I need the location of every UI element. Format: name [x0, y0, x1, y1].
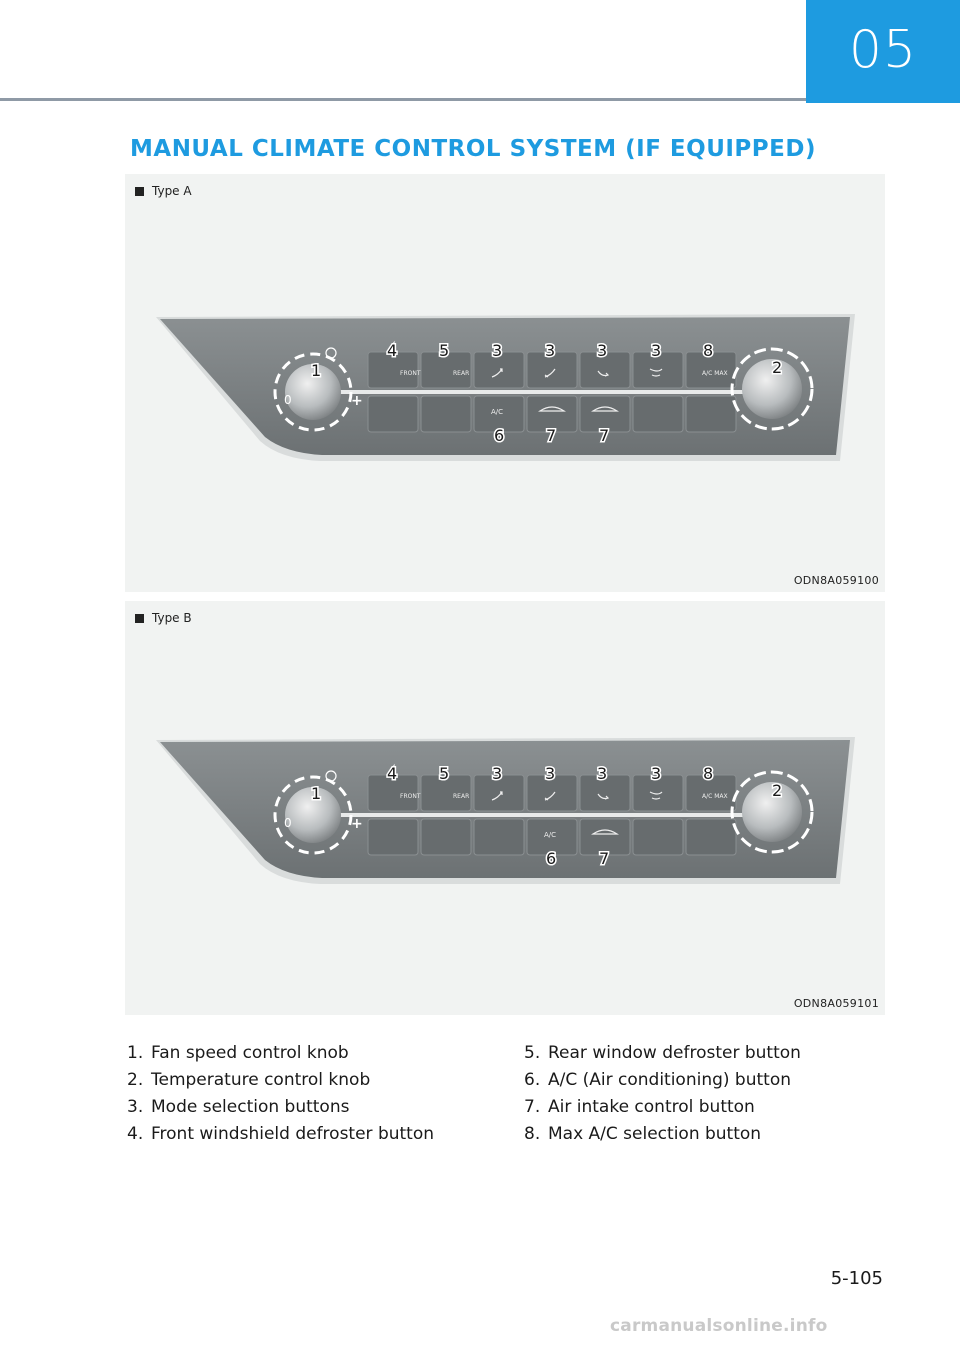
type-label-text: Type A: [152, 184, 192, 198]
legend-text: Fan speed control knob: [151, 1043, 349, 1063]
chrome-bar: [340, 813, 745, 817]
bottom-button-blank-4[interactable]: [686, 396, 736, 432]
legend-column-left: [127, 1040, 434, 1148]
legend-text: Temperature control knob: [151, 1070, 371, 1090]
legend-num: 5.: [524, 1043, 541, 1063]
chrome-bar: [340, 390, 745, 394]
callout-2: 2: [772, 358, 783, 377]
callout-1: 1: [311, 784, 322, 803]
bottom-button-blank-2[interactable]: [421, 819, 471, 855]
callout-3d: 3: [651, 764, 662, 783]
max-ac-label: A/C MAX: [702, 370, 728, 377]
callout-7: 7: [599, 849, 610, 868]
bullet-square-icon: [135, 187, 144, 196]
climate-panel-svg: [150, 309, 860, 469]
fan-scale-max: +: [351, 816, 363, 832]
type-label-text: Type B: [152, 611, 192, 625]
bottom-button-blank-4[interactable]: [633, 819, 683, 855]
legend-text: Air intake control button: [548, 1097, 755, 1117]
callout-5: 5: [439, 341, 450, 360]
figure-type-b: [125, 601, 885, 1015]
rear-label: REAR: [453, 793, 470, 800]
legend-text: Front windshield defroster button: [151, 1124, 435, 1144]
callout-8: 8: [703, 764, 714, 783]
legend-num: 4.: [127, 1124, 144, 1144]
legend-column-right: [524, 1040, 801, 1148]
callout-3c: 3: [597, 341, 608, 360]
legend-item: [524, 1040, 801, 1067]
bottom-button-blank-3[interactable]: [474, 819, 524, 855]
callout-6: 6: [546, 849, 557, 868]
legend-num: 6.: [524, 1070, 541, 1090]
legend-text: Max A/C selection button: [548, 1124, 762, 1144]
legend-text: A/C (Air conditioning) button: [548, 1070, 792, 1090]
bottom-button-blank-1[interactable]: [368, 819, 418, 855]
callout-3d: 3: [651, 341, 662, 360]
climate-control-panel-illustration: [150, 309, 860, 469]
callout-3a: 3: [492, 341, 503, 360]
section-title: MANUAL CLIMATE CONTROL SYSTEM (IF EQUIPPED): [130, 136, 816, 162]
callout-7a: 7: [546, 426, 557, 445]
callout-4: 4: [387, 764, 398, 783]
climate-panel-svg: [150, 732, 860, 892]
bottom-button-blank-1[interactable]: [368, 396, 418, 432]
page-number: 5-105: [830, 1268, 883, 1289]
figure-code: ODN8A059100: [793, 574, 879, 587]
legend-text: Rear window defroster button: [548, 1043, 801, 1063]
rear-label: REAR: [453, 370, 470, 377]
callout-3b: 3: [545, 341, 556, 360]
bottom-button-blank-2[interactable]: [421, 396, 471, 432]
fan-scale-max: +: [351, 393, 363, 409]
callout-2: 2: [772, 781, 783, 800]
fan-scale-min: 0: [284, 393, 292, 407]
callout-3b: 3: [545, 764, 556, 783]
figure-type-label: [135, 184, 192, 198]
legend-num: 1.: [127, 1043, 144, 1063]
legend-item: [127, 1067, 434, 1094]
legend-num: 3.: [127, 1097, 144, 1117]
figure-type-label: [135, 611, 192, 625]
legend-item: [127, 1121, 434, 1148]
callout-4: 4: [387, 341, 398, 360]
legend-num: 2.: [127, 1070, 144, 1090]
header-rule: [0, 98, 806, 101]
legend-text: Mode selection buttons: [151, 1097, 350, 1117]
callout-8: 8: [703, 341, 714, 360]
legend-num: 8.: [524, 1124, 541, 1144]
callout-3c: 3: [597, 764, 608, 783]
legend-item: [524, 1067, 801, 1094]
chapter-tab: 05: [806, 0, 960, 103]
callout-6: 6: [494, 426, 505, 445]
climate-control-panel-illustration: [150, 732, 860, 892]
callout-3a: 3: [492, 764, 503, 783]
front-label: FRONT: [400, 793, 421, 800]
ac-label: A/C: [491, 408, 504, 416]
bottom-button-blank-5[interactable]: [686, 819, 736, 855]
bullet-square-icon: [135, 614, 144, 623]
callout-1: 1: [311, 361, 322, 380]
figure-code: ODN8A059101: [793, 997, 879, 1010]
ac-label: A/C: [544, 831, 557, 839]
watermark: carmanualsonline.info: [610, 1316, 828, 1336]
figure-type-a: [125, 174, 885, 592]
legend-num: 7.: [524, 1097, 541, 1117]
callout-7b: 7: [599, 426, 610, 445]
legend-item: [524, 1121, 801, 1148]
bottom-button-blank-3[interactable]: [633, 396, 683, 432]
legend-item: [127, 1094, 434, 1121]
legend-item: [524, 1094, 801, 1121]
callout-5: 5: [439, 764, 450, 783]
legend-item: [127, 1040, 434, 1067]
fan-scale-min: 0: [284, 816, 292, 830]
max-ac-label: A/C MAX: [702, 793, 728, 800]
front-label: FRONT: [400, 370, 421, 377]
